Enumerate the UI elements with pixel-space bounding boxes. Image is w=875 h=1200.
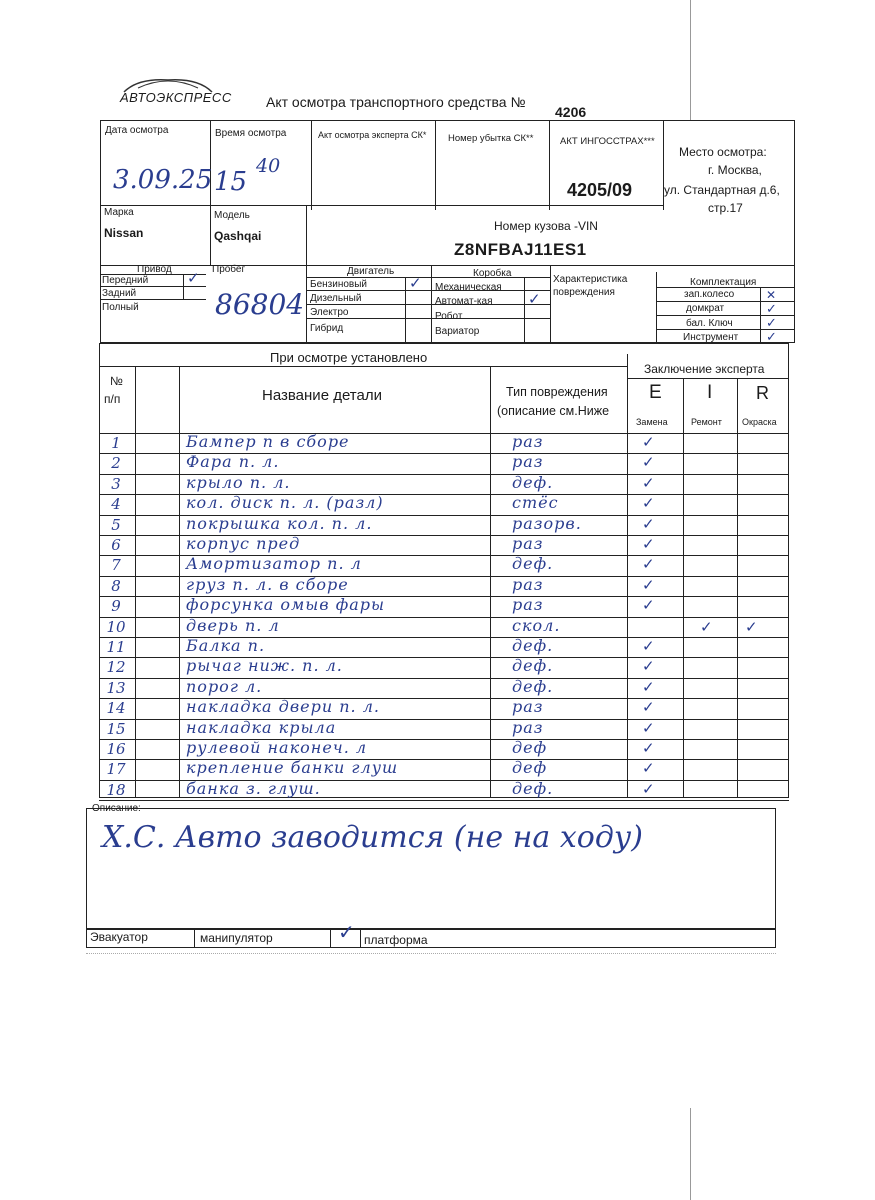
mileage-value: 86804 xyxy=(215,288,305,321)
equip-tools: Инструмент xyxy=(683,332,739,343)
place-label: Место осмотра: xyxy=(679,145,767,159)
row-part-name: Бампер п в сборе xyxy=(186,432,350,451)
row-damage-type: деф. xyxy=(512,554,554,574)
row-damage-type: стёс xyxy=(512,493,559,513)
replace-check-icon: ✓ xyxy=(642,433,655,451)
row-damage-type: деф xyxy=(512,738,548,757)
time-hour: 15 xyxy=(214,167,248,197)
replace-check-icon: ✓ xyxy=(642,637,655,655)
row-part-name: рулевой наконеч. л xyxy=(186,738,368,757)
damage-char-label-1: Характеристика xyxy=(553,274,628,285)
mileage-label: Пробег xyxy=(212,264,246,275)
row-part-name: Амортизатор п. л xyxy=(186,554,362,574)
row-number: 4 xyxy=(111,495,121,514)
equip-tools-check-icon: ✓ xyxy=(766,330,777,345)
findings-title: При осмотре установлено xyxy=(270,350,428,365)
gearbox-cvt: Вариатор xyxy=(435,326,480,337)
row-part-name: форсунка омыв фары xyxy=(186,595,386,615)
evacuator-manipulator: манипулятор xyxy=(200,931,273,945)
evacuator-platform: платформа xyxy=(364,933,428,947)
row-part-name: накладка двери п. л. xyxy=(186,697,380,717)
row-part-name: крепление банки глуш xyxy=(186,758,399,778)
row-number: 12 xyxy=(106,658,126,677)
col-e-header: E xyxy=(649,382,662,403)
vin-label: Номер кузова -VIN xyxy=(494,219,598,233)
place-line-3: стр.17 xyxy=(708,201,743,215)
equip-wheel-wrench: бал. Ключ xyxy=(686,318,733,329)
ingos-number: 4205/09 xyxy=(567,180,633,200)
row-damage-type: раз xyxy=(512,534,544,553)
row-number: 9 xyxy=(111,597,121,616)
row-number: 6 xyxy=(111,536,121,554)
row-part-name: корпус пред xyxy=(186,534,301,553)
replace-check-icon: ✓ xyxy=(642,759,655,778)
replace-check-icon: ✓ xyxy=(642,596,655,615)
row-number: 8 xyxy=(111,576,121,595)
equip-spare-check-icon: ✕ xyxy=(766,288,777,302)
act-number: 4206 xyxy=(555,104,587,120)
ingos-label: АКТ ИНГОССТРАХ*** xyxy=(560,136,655,147)
row-damage-type: раз xyxy=(512,595,544,615)
row-part-name: покрышка кол. п. л. xyxy=(186,513,373,533)
replace-check-icon: ✓ xyxy=(642,494,655,513)
engine-title: Двигатель xyxy=(347,266,395,277)
place-line-1: г. Москва, xyxy=(708,163,762,177)
row-part-name: Фара п. л. xyxy=(186,452,280,472)
equip-wrench-check-icon: ✓ xyxy=(766,316,777,331)
gearbox-auto-check-icon: ✓ xyxy=(528,290,541,308)
engine-petrol-check-icon: ✓ xyxy=(409,274,422,292)
row-number: 2 xyxy=(111,454,121,473)
drive-rear: Задний xyxy=(102,288,137,299)
row-damage-type: раз xyxy=(512,574,544,594)
loss-number-label: Номер убытка СК** xyxy=(448,133,534,144)
row-damage-type: скол. xyxy=(512,615,561,635)
gearbox-title: Коробка xyxy=(473,268,512,279)
replace-check-icon: ✓ xyxy=(642,555,655,574)
col-r-header: R xyxy=(756,383,769,403)
damage-type-header-1: Тип повреждения xyxy=(506,385,608,399)
equip-spare-wheel: зап.колесо xyxy=(684,289,735,300)
row-damage-type: раз xyxy=(512,717,544,737)
row-damage-type: деф. xyxy=(512,656,554,676)
row-part-name: накладка крыла xyxy=(186,717,337,737)
gearbox-auto: Автомат-кая xyxy=(435,296,493,307)
replace-check-icon: ✓ xyxy=(642,718,655,737)
row-part-name: дверь п. л xyxy=(186,615,280,635)
equipment-title: Комплектация xyxy=(690,277,757,288)
date-value: 3.09.25 xyxy=(113,165,213,195)
row-damage-type: деф. xyxy=(512,636,554,655)
equip-jack-check-icon: ✓ xyxy=(766,302,777,317)
row-damage-type: деф. xyxy=(512,778,554,798)
col-i-header: I xyxy=(707,382,713,403)
row-part-name: кол. диск п. л. (разл) xyxy=(186,493,384,513)
col-e-sub: Замена xyxy=(636,417,668,427)
row-part-name: рычаг ниж. п. л. xyxy=(186,656,343,676)
row-number: 15 xyxy=(106,719,126,738)
date-label: Дата осмотра xyxy=(105,125,169,136)
damage-char-label-2: повреждения xyxy=(553,287,615,298)
model-value: Qashqai xyxy=(214,229,262,243)
row-part-name: банка з. глуш. xyxy=(186,778,321,798)
replace-check-icon: ✓ xyxy=(642,535,655,553)
evacuator-row xyxy=(86,928,776,948)
row-number: 10 xyxy=(106,617,126,636)
paint-check-icon: ✓ xyxy=(745,617,758,636)
row-number: 11 xyxy=(106,638,126,656)
time-label: Время осмотра xyxy=(215,128,287,139)
damage-type-header-2: (описание см.Ниже xyxy=(497,404,610,418)
company-logo xyxy=(118,74,232,106)
row-number: 17 xyxy=(106,760,126,779)
col-r-sub: Окраска xyxy=(742,417,777,427)
row-number: 13 xyxy=(106,678,126,697)
description-value: Х.С. Авто заводится (не на ходу) xyxy=(102,820,643,855)
drive-full: Полный xyxy=(102,302,139,313)
row-number: 16 xyxy=(106,740,126,758)
row-part-name: груз п. л. в сборе xyxy=(186,574,349,594)
conclusion-label: Заключение эксперта xyxy=(644,362,765,376)
vin-value: Z8NFBAJ11ES1 xyxy=(454,240,587,259)
engine-petrol: Бензиновый xyxy=(310,279,367,290)
row-damage-type: раз xyxy=(512,432,544,451)
description-label: Описание: xyxy=(92,803,141,814)
drive-front-check-icon: ✓ xyxy=(187,269,200,287)
replace-check-icon: ✓ xyxy=(642,779,655,798)
act-title: Акт осмотра транспортного средства № xyxy=(266,94,526,110)
row-number: 5 xyxy=(111,515,121,534)
logo-text: АВТОЭКСПРЕСС xyxy=(120,90,232,105)
row-number: 7 xyxy=(111,556,121,575)
gearbox-manual: Механическая xyxy=(435,282,502,293)
replace-check-icon: ✓ xyxy=(642,514,655,533)
gearbox-robot: Робот xyxy=(435,311,463,322)
row-number: 14 xyxy=(106,699,126,718)
make-value: Nissan xyxy=(104,226,144,240)
replace-check-icon: ✓ xyxy=(642,657,655,676)
row-part-name: порог л. xyxy=(186,676,263,696)
repair-check-icon: ✓ xyxy=(700,617,713,636)
replace-check-icon: ✓ xyxy=(642,698,655,717)
row-number: 3 xyxy=(111,474,121,493)
part-name-header: Название детали xyxy=(262,387,382,404)
drive-front: Передний xyxy=(102,275,149,286)
place-line-2: ул. Стандартная д.6, xyxy=(664,183,780,197)
engine-diesel: Дизельный xyxy=(310,293,362,304)
equip-jack: домкрат xyxy=(686,303,725,314)
engine-hybrid: Гибрид xyxy=(310,323,344,334)
evacuator-label: Эвакуатор xyxy=(90,930,148,944)
replace-check-icon: ✓ xyxy=(642,473,655,492)
row-damage-type: деф. xyxy=(512,472,554,492)
replace-check-icon: ✓ xyxy=(642,453,655,472)
replace-check-icon: ✓ xyxy=(642,575,655,594)
num-header-2: п/п xyxy=(104,392,121,406)
row-number: 18 xyxy=(106,780,126,799)
replace-check-icon: ✓ xyxy=(642,677,655,696)
engine-electric: Электро xyxy=(310,307,349,318)
make-label: Марка xyxy=(104,207,134,218)
time-minutes: 40 xyxy=(256,155,281,177)
row-damage-type: разорв. xyxy=(512,513,582,533)
drive-title: Привод xyxy=(137,264,172,275)
model-label: Модель xyxy=(214,210,250,221)
row-damage-type: раз xyxy=(512,452,544,472)
row-part-name: Балка п. xyxy=(186,636,266,655)
col-i-sub: Ремонт xyxy=(691,417,722,427)
row-damage-type: деф. xyxy=(512,676,554,696)
row-damage-type: раз xyxy=(512,697,544,717)
replace-check-icon: ✓ xyxy=(642,739,655,757)
expert-act-label: Акт осмотра эксперта СК* xyxy=(318,130,427,140)
row-part-name: крыло п. л. xyxy=(186,472,291,492)
num-header-1: № xyxy=(110,374,123,388)
row-number: 1 xyxy=(111,434,121,452)
evacuator-check-icon: ✓ xyxy=(338,920,355,944)
row-damage-type: деф xyxy=(512,758,548,778)
